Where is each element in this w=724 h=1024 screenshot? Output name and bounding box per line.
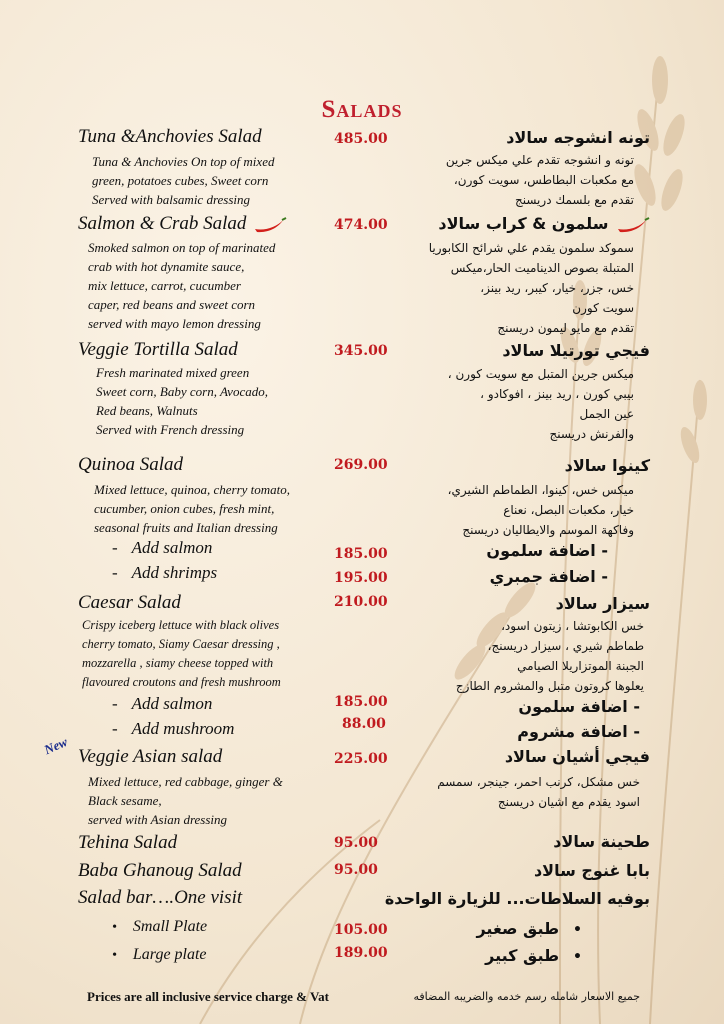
salad-bar-name: Salad bar….One visit	[78, 887, 243, 908]
salmon-crab-salad-arabic-name: سلمون & كراب سالاد	[438, 214, 650, 233]
quinoa-salad-description: Mixed lettuce, quinoa, cherry tomato, cucumber, onion cubes, fresh mint, seasonal fruits and Italian dressing	[94, 482, 291, 535]
quinoa-salad-name: Quinoa Salad	[78, 454, 184, 475]
chili-pepper-icon	[614, 217, 650, 233]
baba-ghanoug-salad-price: 95.00	[334, 862, 378, 878]
veggie-tortilla-salad-name: Veggie Tortilla Salad	[78, 339, 238, 360]
footer-prices-note: Prices are all inclusive service charge & Vat	[87, 989, 330, 1004]
quinoa-salad-price: 269.00	[334, 457, 388, 473]
salad-bar-small-plate-arabic: •طبق صغير	[476, 919, 582, 938]
quinoa-addon-salmon-price: 185.00	[334, 546, 388, 562]
baba-ghanoug-salad-arabic-name: بابا غنوج سالاد	[533, 861, 650, 880]
veggie-asian-salad-description: Mixed lettuce, red cabbage, ginger & Black sesame, served with Asian dressing	[88, 774, 283, 827]
caesar-addon-salmon-arabic: - اضافة سلمون	[518, 697, 640, 716]
caesar-salad-arabic-name: سيزار سالاد	[555, 594, 650, 613]
page-title: Salads	[321, 96, 403, 123]
quinoa-addon-shrimps: - Add shrimps	[112, 563, 218, 582]
salad-bar-small-plate: • Small Plate	[112, 918, 208, 935]
caesar-addon-mushroom: - Add mushroom	[112, 719, 235, 738]
veggie-asian-salad-arabic-name: فيجي أشيان سالاد	[504, 747, 650, 766]
veggie-tortilla-salad-arabic-name: فيجي تورتيلا سالاد	[502, 341, 650, 360]
tuna-salad-name: Tuna &Anchovies Salad	[78, 126, 262, 147]
quinoa-addon-salmon-arabic: - اضافة سلمون	[486, 541, 608, 560]
tehina-salad-arabic-name: طحينة سالاد	[553, 832, 650, 851]
new-badge: New	[41, 733, 70, 758]
salmon-crab-salad-price: 474.00	[334, 217, 388, 233]
quinoa-addon-shrimps-arabic: - اضافة جمبري	[489, 567, 608, 586]
salmon-crab-salad-description: Smoked salmon on top of marinated crab with hot dynamite sauce, mix lettuce, carrot, cucumber caper, red beans and sweet corn served with mayo lemon dressing	[88, 240, 276, 331]
veggie-asian-salad-name: Veggie Asian salad	[78, 746, 223, 767]
footer-prices-note-arabic: جميع الاسعار شامله رسم خدمه والضريبه المضافه	[413, 990, 640, 1003]
caesar-addon-mushroom-price: 88.00	[342, 716, 386, 732]
veggie-tortilla-salad-price: 345.00	[334, 343, 388, 359]
caesar-salad-name: Caesar Salad	[78, 592, 181, 613]
tehina-salad-price: 95.00	[334, 835, 378, 851]
tehina-salad-name: Tehina Salad	[78, 832, 178, 853]
veggie-asian-salad-arabic-description: خس مشكل، كرنب احمر، جينجر، سمسم اسود يقدم مع اشيان دريسنج	[437, 775, 640, 809]
salmon-crab-salad-arabic-description: سموكد سلمون يقدم علي شرائح الكابوريا المتبلة بصوص الديناميت الحار،ميكس خس، جزر، خيار، كيبر، ريد بينز، سويت كورن تقدم مع مايو ليمون دريسنج	[428, 241, 634, 335]
caesar-addon-mushroom-arabic: - اضافة مشروم	[517, 722, 640, 741]
salad-bar-arabic-name: بوفيه السلاطات... للزيارة الواحدة	[384, 889, 650, 908]
baba-ghanoug-salad-name: Baba Ghanoug Salad	[78, 860, 242, 881]
caesar-salad-description: Crispy iceberg lettuce with black olives cherry tomato, Siamy Caesar dressing , mozzarella , siamy cheese topped with flavoured croutons and fresh mushroom	[82, 618, 281, 689]
veggie-asian-salad-price: 225.00	[334, 751, 388, 767]
salad-bar-large-plate-arabic: •طبق كبير	[485, 946, 582, 965]
salad-bar-large-plate: • Large plate	[112, 946, 207, 963]
caesar-addon-salmon: - Add salmon	[112, 694, 213, 713]
salad-bar-small-plate-price: 105.00	[334, 922, 388, 938]
caesar-addon-salmon-price: 185.00	[334, 694, 388, 710]
tuna-salad-arabic-description: تونه و انشوجه تقدم علي ميكس جرين مع مكعبات البطاطس، سويت كورن، تقدم مع بلسمك دريسنج	[445, 153, 634, 207]
chili-pepper-icon	[251, 217, 287, 233]
quinoa-salad-arabic-description: ميكس خس، كينوا، الطماطم الشيري، خيار، مكعبات البصل، نعناع وفاكهة الموسم والايطاليان دريسنج	[447, 483, 634, 537]
salmon-crab-salad-name: Salmon & Crab Salad	[78, 213, 287, 235]
caesar-salad-arabic-description: خس الكابوتشا ، زيتون اسود، طماطم شيري ، سيزار دريسنج، الجبنة الموتزاريلا الصيامي يعلوها كروتون متبل والمشروم الطازج	[455, 619, 644, 693]
tuna-salad-price: 485.00	[334, 131, 388, 147]
quinoa-salad-arabic-name: كينوا سالاد	[564, 456, 650, 475]
veggie-tortilla-salad-description: Fresh marinated mixed green Sweet corn, Baby corn, Avocado, Red beans, Walnuts Served with French dressing	[96, 365, 268, 437]
tuna-salad-arabic-name: تونه انشوجه سالاد	[506, 128, 650, 147]
caesar-salad-price: 210.00	[334, 594, 388, 610]
veggie-tortilla-salad-arabic-description: ميكس جرين المتبل مع سويت كورن ، بيبي كورن ، ريد بينز ، افوكادو ، عين الجمل والفرنش دريسنج	[447, 367, 634, 441]
tuna-salad-description: Tuna & Anchovies On top of mixed green, potatoes cubes, Sweet corn Served with balsamic dressing	[92, 154, 275, 207]
quinoa-addon-shrimps-price: 195.00	[334, 570, 388, 586]
quinoa-addon-salmon: - Add salmon	[112, 538, 213, 557]
salad-bar-large-plate-price: 189.00	[334, 945, 388, 961]
